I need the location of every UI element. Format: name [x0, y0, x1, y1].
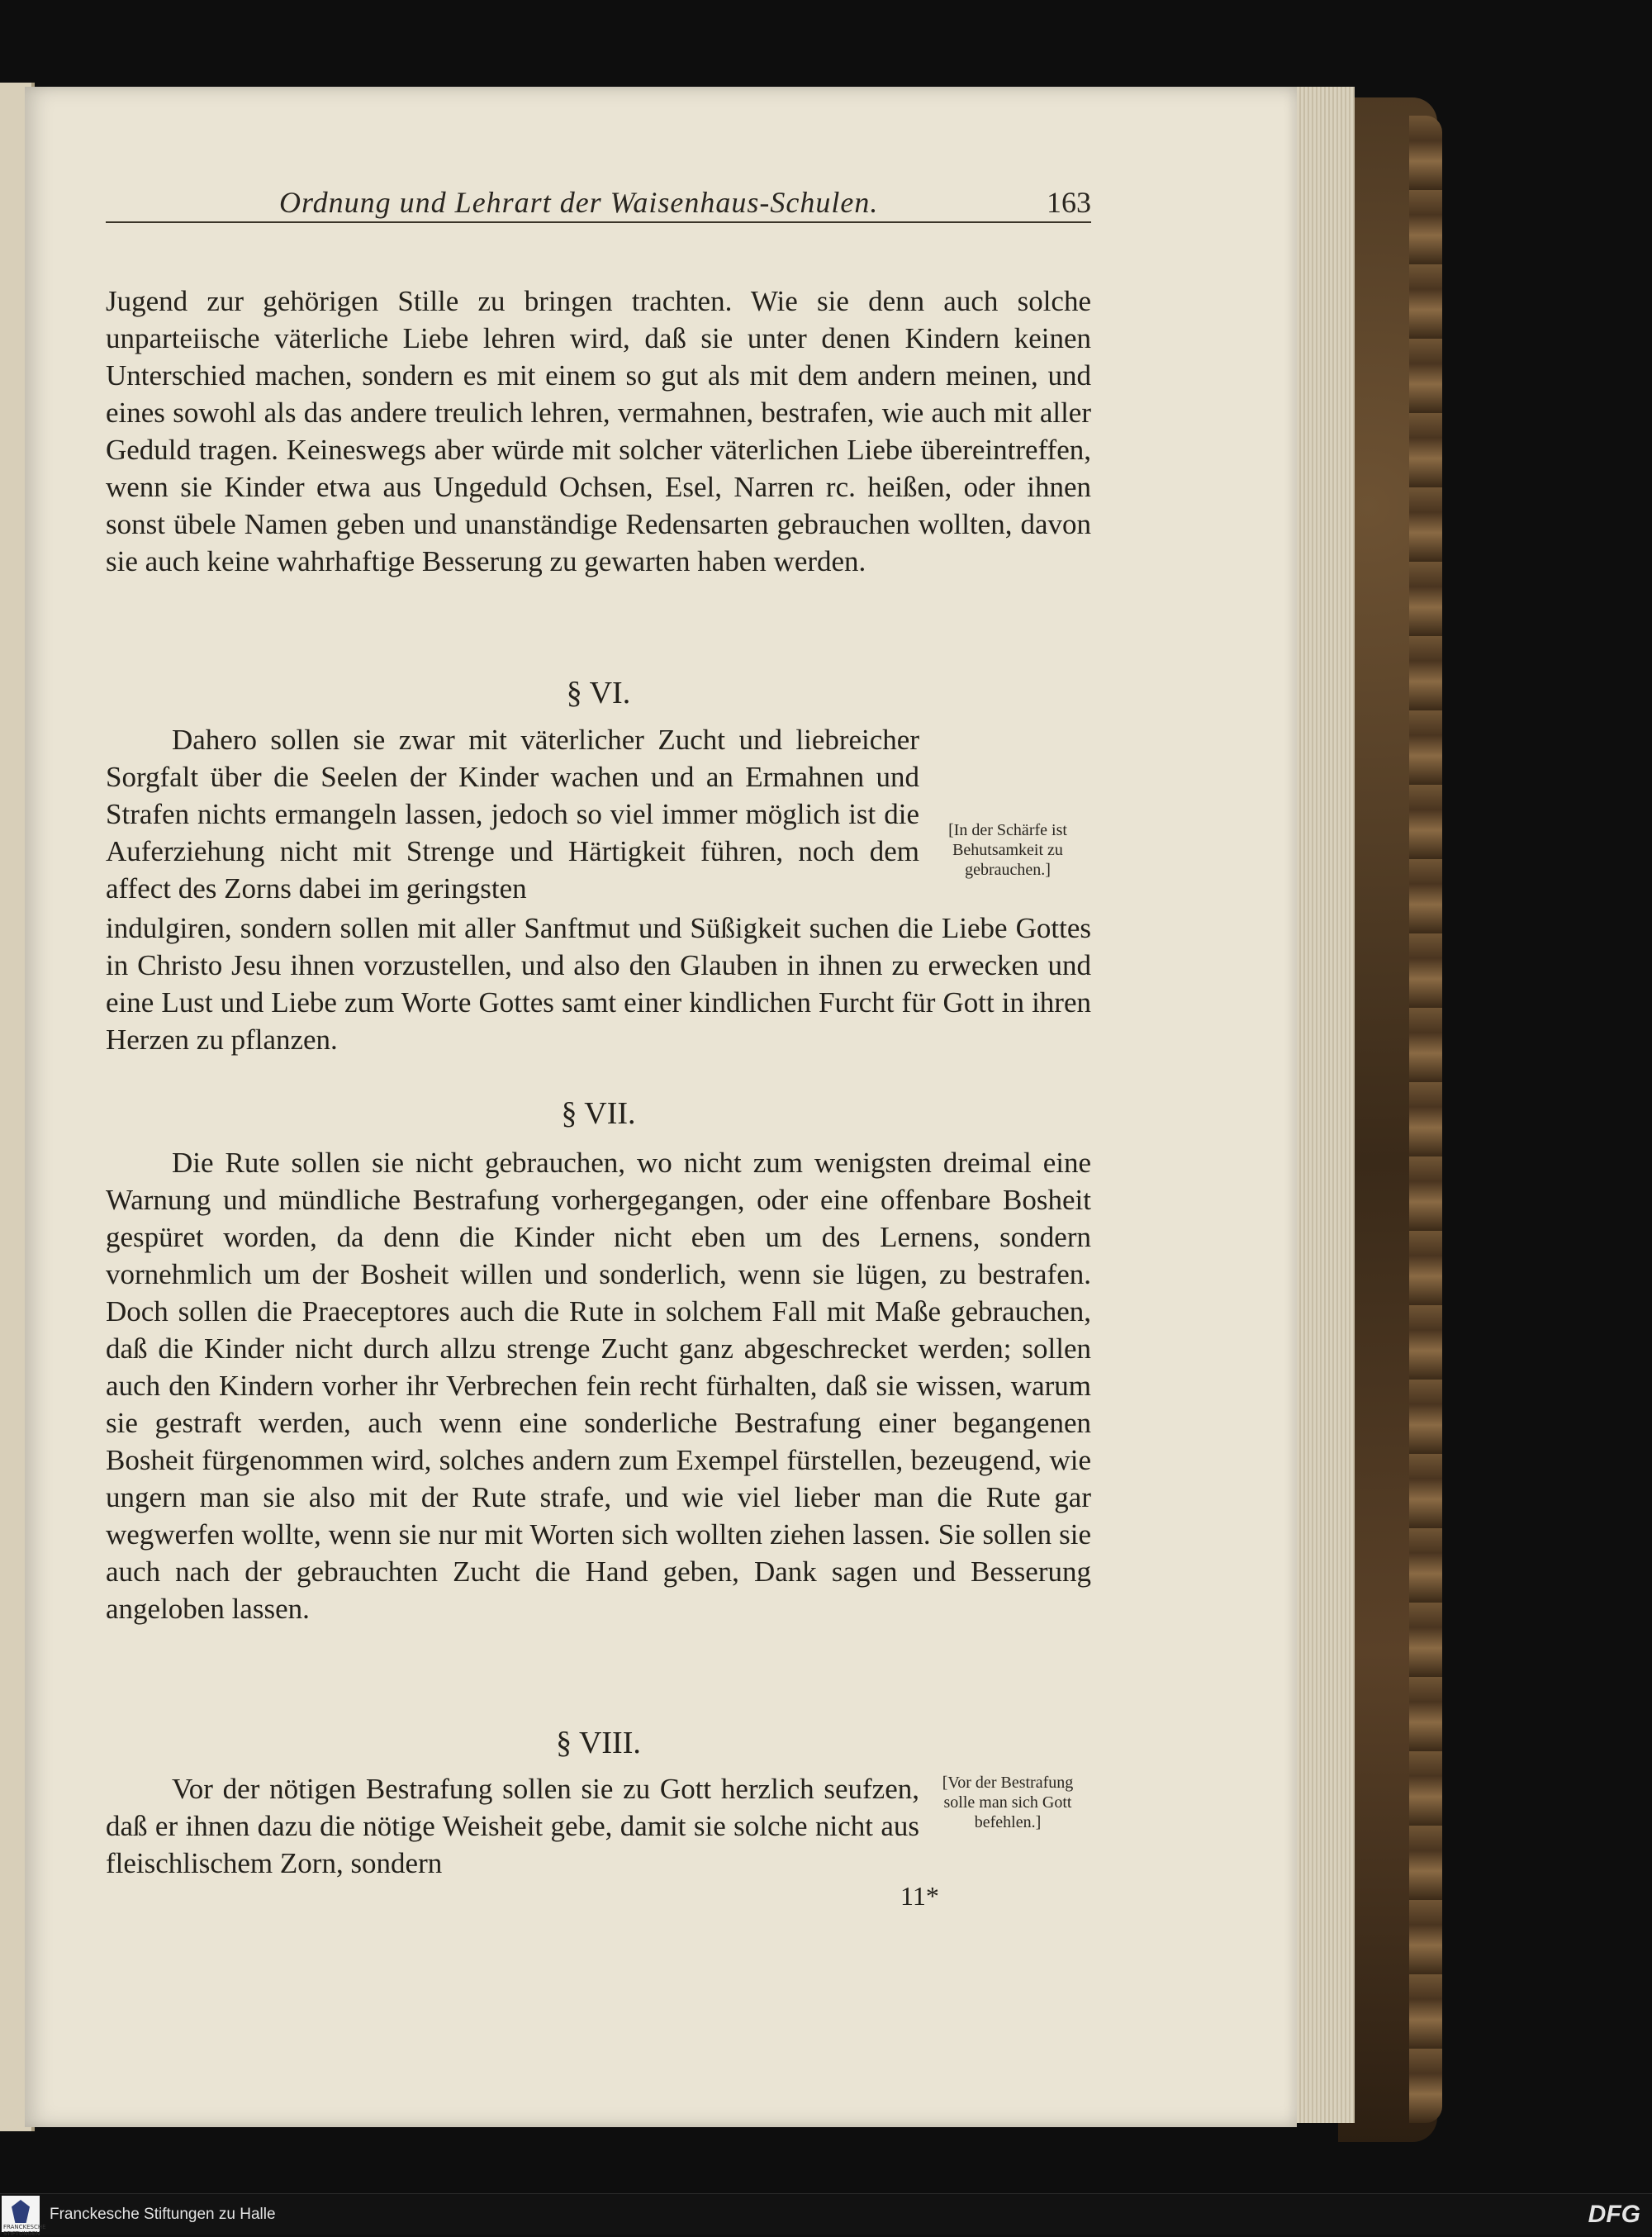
logo-caption: FRANCKESCHE STIFTUNGEN	[3, 2224, 46, 2237]
paragraph-2a	[106, 721, 919, 907]
institution-logo[interactable]	[2, 2196, 46, 2237]
paragraph-4-text: Vor der nötigen Bestrafung sollen sie zu Gott herzlich seufzen, daß er ihnen dazu die nötige Weisheit gebe, damit sie solche nicht aus fleischlischem Zorn, sondern	[106, 1773, 919, 1879]
header-title: Ordnung und Lehrart der Waisenhaus-Schulen.	[279, 186, 879, 219]
section-heading-8: § VIII.	[556, 1726, 641, 1760]
cover-marbling	[1409, 116, 1442, 2123]
paragraph-1: Jugend zur gehörigen Stille zu bringen trachten. Wie sie denn auch solche unparteiische väterliche Liebe lehren wird, daß sie unter denen Kindern keinen Unterschied machen, sondern es mit einem so gut als mit dem andern meinen, und eines sowohl als das andere treulich lehren, vermahnen, bestrafen, wie auch mit aller Geduld tragen. Keineswegs aber würde mit solcher väterlichen Liebe übereintreffen, wenn sie Kinder etwa aus Ungeduld Ochsen, Esel, Narren rc. heißen, oder ihnen sonst übele Namen geben und unanständige Redensarten gebrauchen wollten, davon sie auch keine wahrhaftige Besserung zu gewarten haben werden.	[106, 285, 1091, 577]
footer-institution[interactable]: Franckesche Stiftungen zu Halle	[50, 2206, 276, 2223]
page-number: 163	[1047, 186, 1091, 219]
paragraph-2b: indulgiren, sondern sollen mit aller Sanftmut und Süßigkeit suchen die Liebe Gottes in Christo Jesu ihnen vorzustellen, und also den Glauben in ihnen zu erwecken und eine Lust und Liebe zum Worte Gottes samt einer kindlichen Furcht für Gott in ihren Herzen zu pflanzen.	[106, 912, 1091, 1056]
section-heading-7: § VII.	[561, 1096, 636, 1131]
dfg-logo[interactable]: DFG	[1588, 2201, 1640, 2228]
margin-note-1: [In der Schärfe ist Behutsamkeit zu gebrauchen.]	[948, 821, 1067, 879]
paragraph-4	[106, 1770, 919, 1882]
paragraph-2a-text: Dahero sollen sie zwar mit väterlicher Zucht und liebreicher Sorgfalt über die Seelen der Kinder wachen und an Ermahnen und Strafen nichts ermangeln lassen, jedoch so viel immer möglich ist die Auferziehung nicht mit Strenge und Härtigkeit führen, noch dem affect des Zorns dabei im geringsten	[106, 724, 919, 905]
signature-mark: 11*	[900, 1881, 939, 1911]
running-header	[106, 180, 1091, 223]
paragraph-3	[106, 1144, 1091, 1627]
paragraph-3-text: Die Rute sollen sie nicht gebrauchen, wo nicht zum wenigsten dreimal eine Warnung und mündliche Bestrafung vorhergegangen, oder eine offenbare Bosheit gespüret worden, da denn die Kinder nicht eben um des Lernens, sondern vornehmlich um der Bosheit willen und sonderlich, wenn sie lügen, zu bestrafen. Doch sollen die Praeceptores auch die Rute in solchem Fall mit Maße gebrauchen, daß die Kinder nicht durch allzu strenge Zucht ganz abgeschrecket werden; sollen auch den Kindern vorher ihr Verbrechen fein recht fürhalten, daß sie wissen, warum sie gestraft werden, auch wenn eine sonderliche Bestrafung einer begangenen Bosheit fürgenommen wird, solches andern zum Exempel fürstellen, bezeugend, wie ungern man sie also mit der Rute strafe, und wie viel lieber man die Rute gar wegwerfen wollte, wenn sie nur mit Worten sich wollten ziehen lassen. Sie sollen sie auch nach der gebrauchten Zucht die Hand geben, Dank sagen und Besserung angeloben lassen.	[106, 1147, 1091, 1625]
margin-note-2: [Vor der Bestrafung solle man sich Gott befehlen.]	[942, 1774, 1074, 1831]
section-heading-6: § VI.	[566, 676, 631, 710]
eagle-icon	[12, 2200, 30, 2223]
page-stack	[1289, 87, 1355, 2123]
